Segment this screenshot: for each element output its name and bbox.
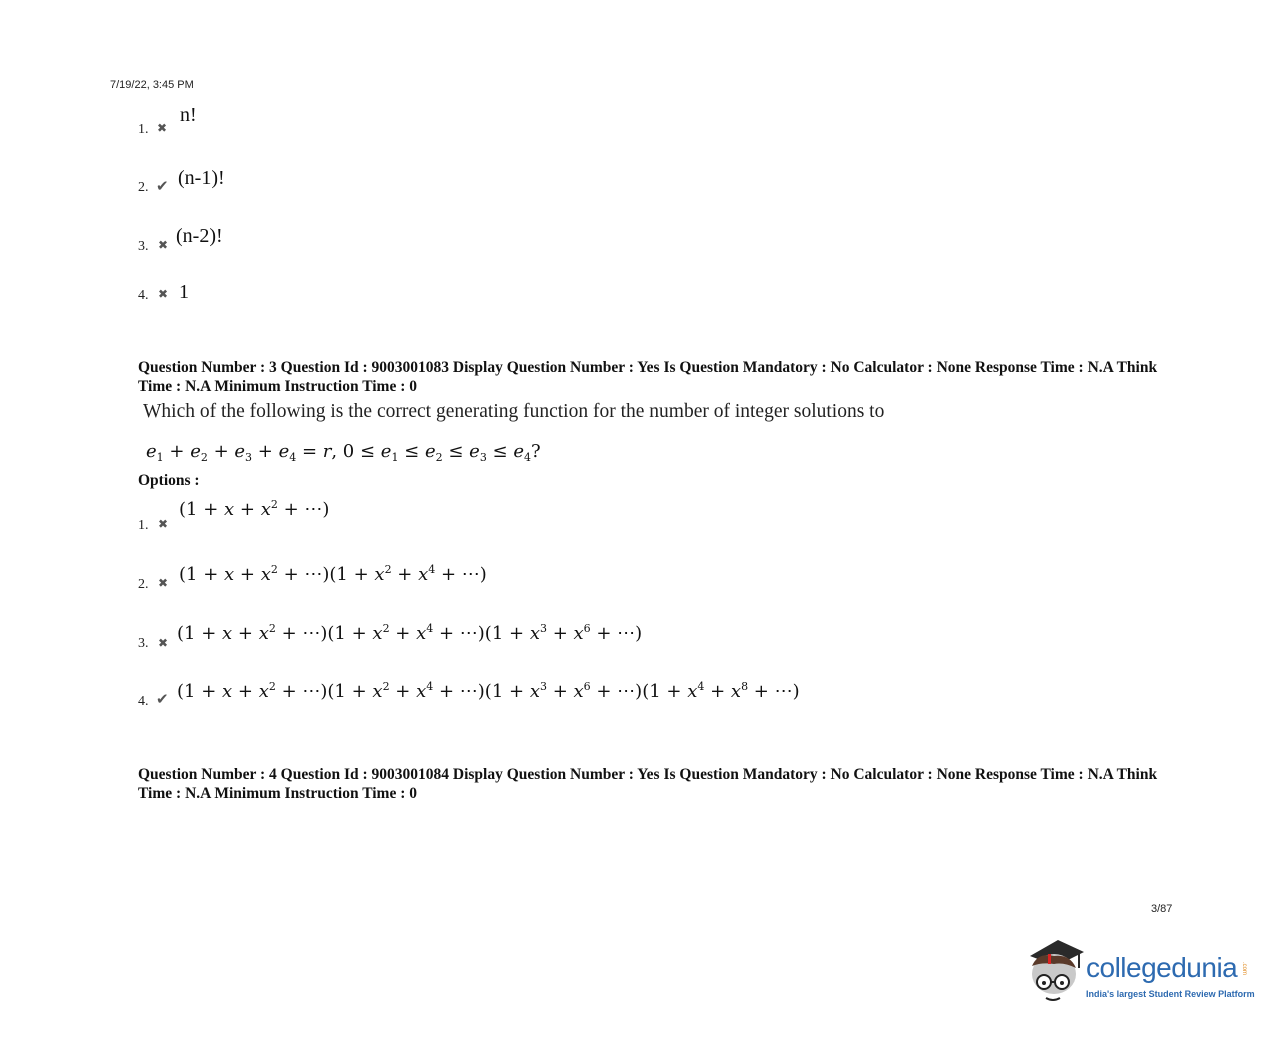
print-timestamp: 7/19/22, 3:45 PM — [110, 79, 194, 91]
logo-tagline: India's largest Student Review Platform — [1086, 989, 1255, 999]
page-number: 3/87 — [1151, 903, 1173, 915]
option-number: 3. — [138, 239, 149, 254]
question-meta: Question Number : 3 Question Id : 9003001083 Display Question Number : Yes Is Question Mandatory : No Calculator : None Response Time : N.A Think Time : N.A Minimum Instruction Time : 0 — [138, 359, 1158, 395]
option-formula: ($1 + x + x^2$ + ⋯)(1 + $x^2 + x^4$ + ⋯)(1 + $x^3 + x^6$ + ⋯)(1 + $x^4 + x^8$ + ⋯) — [177, 680, 800, 702]
option-number: 2. — [138, 577, 149, 592]
option-number: 2. — [138, 180, 149, 195]
option-text: (n-2)! — [176, 225, 223, 247]
cross-icon: ✖ — [158, 576, 169, 590]
option-number: 3. — [138, 636, 149, 651]
logo-wordmark: collegedunia — [1086, 952, 1238, 983]
option-number: 1. — [138, 122, 149, 137]
option-number: 1. — [138, 518, 149, 533]
option-text: (n-1)! — [178, 167, 225, 189]
option-formula: ($1 + x + x^2$ + ⋯)(1 + $x^2 + x^4$ + ⋯) — [179, 563, 487, 585]
check-icon: ✔ — [156, 179, 169, 195]
options-label: Options : — [138, 472, 200, 489]
cross-icon: ✖ — [158, 287, 169, 301]
option-text: n! — [180, 104, 197, 126]
check-icon: ✔ — [156, 692, 169, 708]
cross-icon: ✖ — [158, 238, 169, 252]
option-number: 4. — [138, 694, 149, 709]
cross-icon: ✖ — [158, 636, 169, 650]
option-formula: ($1 + x + x^2$ + ⋯) — [179, 498, 330, 520]
question-meta: Question Number : 4 Question Id : 9003001084 Display Question Number : Yes Is Question Mandatory : No Calculator : None Response Time : N.A Think Time : N.A Minimum Instruction Time : 0 — [138, 766, 1158, 802]
cross-icon: ✖ — [158, 517, 169, 531]
option-text: 1 — [179, 281, 189, 303]
cross-icon: ✖ — [157, 121, 168, 135]
option-number: 4. — [138, 288, 149, 303]
option-formula: ($1 + x + x^2$ + ⋯)(1 + $x^2 + x^4$ + ⋯)(1 + $x^3 + x^6$ + ⋯) — [177, 622, 643, 644]
logo-suffix: .com — [1241, 962, 1247, 976]
collegedunia-mascot-icon — [1024, 938, 1086, 1006]
question-text: Which of the following is the correct generating function for the number of integer solutions to — [143, 401, 885, 422]
question-equation: $e_1 + e_2 + e_3 + e_4 = r$, $0 \le e_1 \le e_2 \le e_3 \le e_4$? — [146, 441, 541, 464]
